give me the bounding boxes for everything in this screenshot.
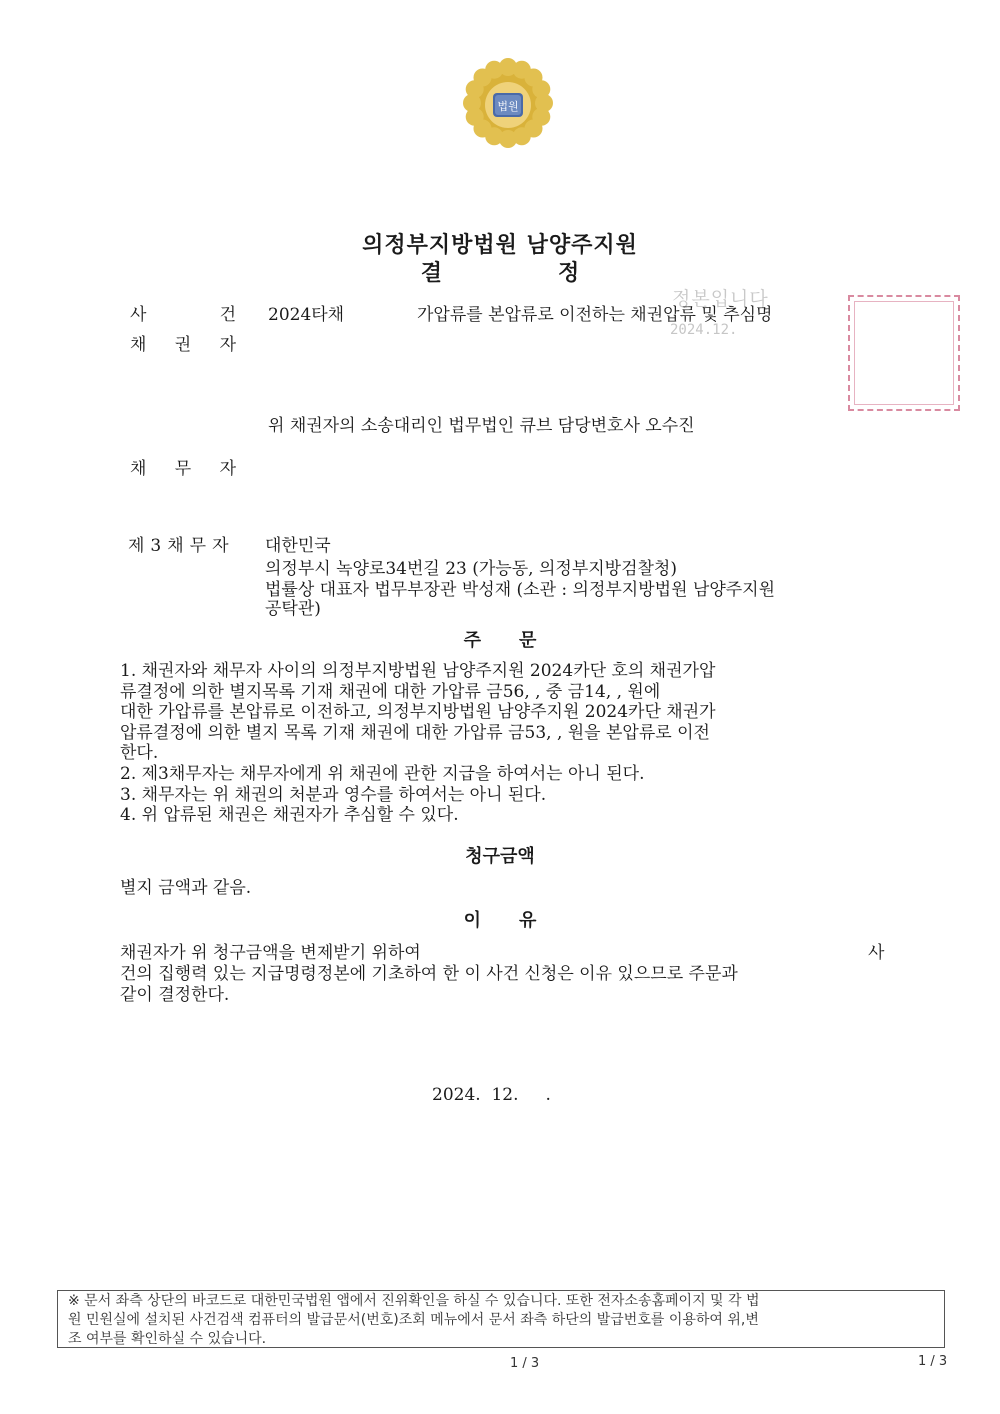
verification-notice-line: ※ 문서 좌측 상단의 바코드로 대한민국법원 앱에서 진위확인을 하실 수 있습니다. 또한 전자소송홈페이지 및 각 법 [68,1293,760,1309]
reason-heading [0,906,1000,932]
emblem-petal [532,80,550,98]
order-line: 한다. [120,743,159,764]
debtor-label-char: 무 [174,459,192,479]
debtor-label-char: 채 [130,459,147,479]
third-debtor-name: 대한민국 [265,536,331,556]
order-item-1 [120,661,886,826]
order-line: 류결정에 의한 별지목록 기재 채권에 대한 가압류 금56, , 중 금14, , 원에 [120,681,661,702]
third-debtor-representative-cont: 공탁관) [265,599,321,619]
order-item-3: 3. 채무자는 위 채권의 처분과 영수를 하여서는 아니 된다. [120,784,547,805]
case-label-char: 사 [130,305,147,325]
verification-notice [57,1290,945,1348]
official-seal [848,295,960,411]
verification-notice-line: 조 여부를 확인하실 수 있습니다. [68,1331,267,1347]
third-debtor-representative: 법률상 대표자 법무부장관 박성재 (소관 : 의정부지방법원 남양주지원 [265,580,776,600]
document-type [0,256,1000,287]
third-debtor-address: 의정부시 녹양로34번길 23 (가능동, 의정부지방검찰청) [265,559,677,579]
certified-copy-stamp: 정본입니다 [672,288,769,310]
case-label-char: 건 [219,305,236,325]
decision-date: 2024. 12. . [432,1085,551,1105]
page-number-right: 1 / 3 [918,1354,948,1369]
court-emblem [460,55,556,151]
case-label [130,300,236,325]
reason-line-2: 건의 집행력 있는 지급명령정본에 기초하여 한 이 사건 신청은 이유 있으므로 주문과 [120,964,738,984]
reason-heading-char: 유 [519,910,537,931]
reason-line-1: 채권자가 위 청구금액을 변제받기 위하여 [120,943,421,963]
court-name: 의정부지방법원 남양주지원 [362,233,638,258]
creditor-agent: 위 채권자의 소송대리인 법무법인 큐브 담당변호사 오수진 [268,416,695,436]
creditor-label [130,330,236,355]
reason-line-1-end: 사 [868,943,885,963]
case-title: 가압류를 본압류로 이전하는 채권압류 및 추심명 [417,305,773,325]
order-heading-char: 문 [519,630,537,651]
claim-text: 별지 금액과 같음. [120,878,252,898]
third-debtor-label: 제3채무자 [128,536,235,556]
creditor-label-char: 자 [219,335,236,355]
order-item-2: 2. 제3채무자는 채무자에게 위 채권에 관한 지급을 하여서는 아니 된다. [120,763,645,784]
verification-notice-line: 원 민원실에 설치된 사건검색 컴퓨터의 발급문서(번호)조회 메뉴에서 문서 좌측 하단의 발급번호를 이용하여 위,변 [68,1312,759,1328]
court-emblem-icon [460,55,556,151]
order-heading [0,626,1000,652]
claim-heading: 청구금액 [465,846,535,867]
order-item-4: 4. 위 압류된 채권은 채권자가 추심할 수 있다. [120,805,459,826]
document-type-char-2: 정 [558,261,580,286]
official-seal-inner [854,301,954,405]
order-line: 대한 가압류를 본압류로 이전하고, 의정부지방법원 남양주지원 2024카단 채권가 [120,702,716,723]
certified-copy-date: 2024.12. [670,322,738,338]
page-number: 1 / 3 [510,1356,540,1371]
reason-line-3: 같이 결정한다. [120,985,230,1005]
reason-heading-char: 이 [463,910,481,931]
debtor-label [130,454,236,479]
creditor-label-char: 권 [174,335,192,355]
document-type-char-1: 결 [420,261,442,286]
order-line: 1. 채권자와 채무자 사이의 의정부지방법원 남양주지원 2024카단 호의 채권가압 [120,661,716,681]
order-heading-char: 주 [463,630,481,651]
order-line: 압류결정에 의한 별지 목록 기재 채권에 대한 가압류 금53, , 원을 본압류로 이전 [120,722,710,743]
creditor-label-char: 채 [130,335,147,355]
case-number: 2024타채 [268,305,345,325]
debtor-label-char: 자 [219,459,236,479]
emblem-text: 법원 [497,100,519,113]
